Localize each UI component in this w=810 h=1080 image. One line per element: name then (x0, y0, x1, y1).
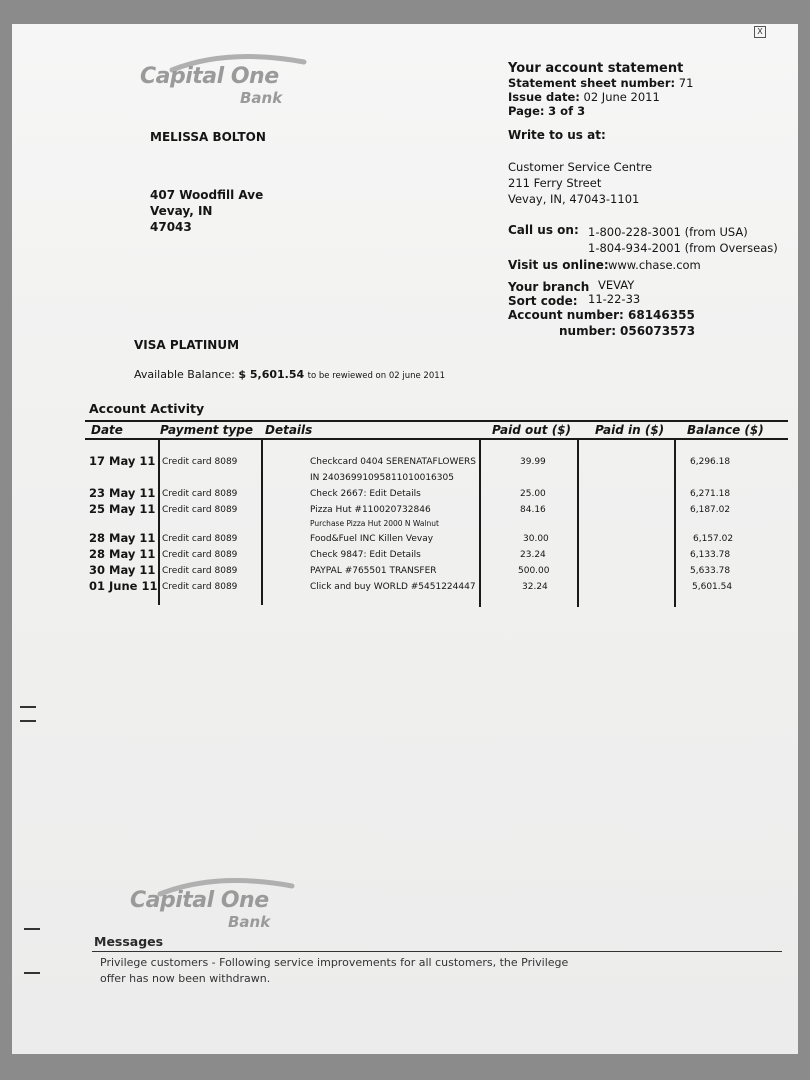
row-balance: 6,271.18 (690, 489, 731, 499)
corner-mark: X (754, 26, 766, 38)
account-activity-title: Account Activity (89, 401, 205, 416)
row-date: 17 May 11 (89, 454, 156, 468)
header-paid-in: Paid in ($) (595, 423, 665, 437)
row-paid-out: 30.00 (523, 534, 549, 544)
logo-bank-label: Bank (240, 89, 283, 107)
row-paid-out: 39.99 (520, 457, 546, 467)
sort-value: 11-22-33 (588, 292, 641, 306)
margin-mark (20, 720, 36, 722)
row-details: Pizza Hut #110020732846 (310, 505, 431, 515)
website-link[interactable]: www.chase.com (608, 258, 701, 272)
account-value: 68146355 (628, 308, 695, 322)
row-type: Credit card 8089 (162, 505, 238, 515)
row-type: Credit card 8089 (162, 582, 238, 592)
issue-date: 02 June 2011 (583, 90, 660, 104)
margin-mark (24, 972, 40, 974)
row-type: Credit card 8089 (162, 457, 238, 467)
call-label: Call us on: (508, 223, 579, 237)
row-details: Click and buy WORLD #5451224447 (310, 582, 476, 592)
card-product: VISA PLATINUM (134, 338, 240, 352)
sheet-number: 71 (678, 76, 694, 90)
row-details: Food&Fuel INC Killen Vevay (310, 534, 434, 544)
number-label: number: (559, 324, 617, 338)
header-date: Date (91, 423, 123, 437)
row-details-2: IN 24036991095811010016305 (310, 473, 454, 483)
write-label: Write to us at: (508, 128, 606, 142)
logo-wordmark: Capital One (140, 64, 279, 89)
row-date: 30 May 11 (89, 563, 156, 577)
centre-line2: 211 Ferry Street (508, 176, 602, 190)
balance-label: Available Balance: (134, 368, 235, 381)
row-details: Check 2667: Edit Details (310, 489, 421, 499)
messages-line2: offer has now been withdrawn. (100, 972, 271, 985)
balance-note: to be rewiewed on 02 june 2011 (307, 371, 446, 381)
col-divider (479, 439, 481, 607)
col-divider (158, 439, 160, 605)
header-payment-type: Payment type (160, 423, 253, 437)
customer-address-line3: 47043 (150, 220, 192, 234)
available-balance-line (134, 368, 445, 381)
row-balance: 5,633.78 (690, 566, 731, 576)
row-date: 28 May 11 (89, 547, 156, 561)
row-balance: 6,133.78 (690, 550, 731, 560)
messages-title: Messages (94, 934, 164, 949)
row-paid-out: 25.00 (520, 489, 546, 499)
statement-sheet (12, 24, 798, 1054)
messages-rule (92, 951, 782, 952)
capital-one-logo-top (140, 52, 305, 108)
row-balance: 6,157.02 (693, 534, 734, 544)
row-date: 25 May 11 (89, 502, 156, 516)
issue-label: Issue date: (508, 90, 580, 104)
row-paid-out: 23.24 (520, 550, 546, 560)
row-balance: 5,601.54 (692, 582, 733, 592)
sort-label: Sort code: (508, 294, 578, 308)
centre-line3: Vevay, IN, 47043-1101 (508, 192, 640, 206)
table-header-rule (85, 438, 788, 440)
issue-date-line (508, 90, 660, 104)
margin-mark (20, 706, 36, 708)
col-divider (577, 439, 579, 607)
customer-address-line1: 407 Woodfill Ave (150, 188, 264, 202)
row-date: 01 June 11 (89, 579, 158, 593)
row-paid-out: 84.16 (520, 505, 546, 515)
row-details-2: Purchase Pizza Hut 2000 N Walnut (310, 519, 439, 528)
logo-bank-label: Bank (228, 913, 271, 931)
messages-line1: Privilege customers - Following service improvements for all customers, the Privilege (100, 956, 569, 969)
row-details: Check 9847: Edit Details (310, 550, 421, 560)
row-balance: 6,187.02 (690, 505, 731, 515)
row-type: Credit card 8089 (162, 534, 238, 544)
row-details: Checkcard 0404 SERENATAFLOWERS (310, 457, 477, 467)
visit-label: Visit us online: (508, 258, 609, 272)
account-label: Account number: (508, 308, 624, 322)
row-paid-out: 500.00 (518, 566, 550, 576)
customer-name: MELISSA BOLTON (150, 130, 266, 144)
logo-wordmark: Capital One (130, 888, 269, 913)
row-date: 23 May 11 (89, 486, 156, 500)
phone-overseas: 1-804-934-2001 (from Overseas) (588, 241, 778, 255)
statement-heading: Your account statement (508, 61, 684, 76)
centre-line1: Customer Service Centre (508, 160, 653, 174)
row-type: Credit card 8089 (162, 489, 238, 499)
balance-value: $ 5,601.54 (238, 368, 305, 381)
row-date: 28 May 11 (89, 531, 156, 545)
table-top-rule (85, 420, 788, 422)
row-type: Credit card 8089 (162, 566, 238, 576)
margin-mark (24, 928, 40, 930)
branch-value: VEVAY (598, 278, 635, 292)
number-value: 056073573 (620, 324, 696, 338)
statement-sheet-line (508, 76, 693, 90)
sheet-label: Statement sheet number: (508, 76, 676, 90)
customer-address-line2: Vevay, IN (150, 204, 213, 218)
row-type: Credit card 8089 (162, 550, 238, 560)
header-paid-out: Paid out ($) (492, 423, 572, 437)
page-label: Page: (508, 104, 545, 118)
row-paid-out: 32.24 (522, 582, 548, 592)
branch-label: Your branch (508, 280, 590, 294)
phone-usa: 1-800-228-3001 (from USA) (588, 225, 748, 239)
row-balance: 6,296.18 (690, 457, 731, 467)
capital-one-logo-bottom (130, 876, 295, 932)
col-divider (261, 439, 263, 605)
col-divider (674, 439, 676, 607)
header-balance: Balance ($) (687, 423, 764, 437)
header-details: Details (265, 423, 313, 437)
page-value: 3 of 3 (548, 104, 586, 118)
row-details: PAYPAL #765501 TRANSFER (310, 566, 437, 576)
page-line (508, 104, 585, 118)
